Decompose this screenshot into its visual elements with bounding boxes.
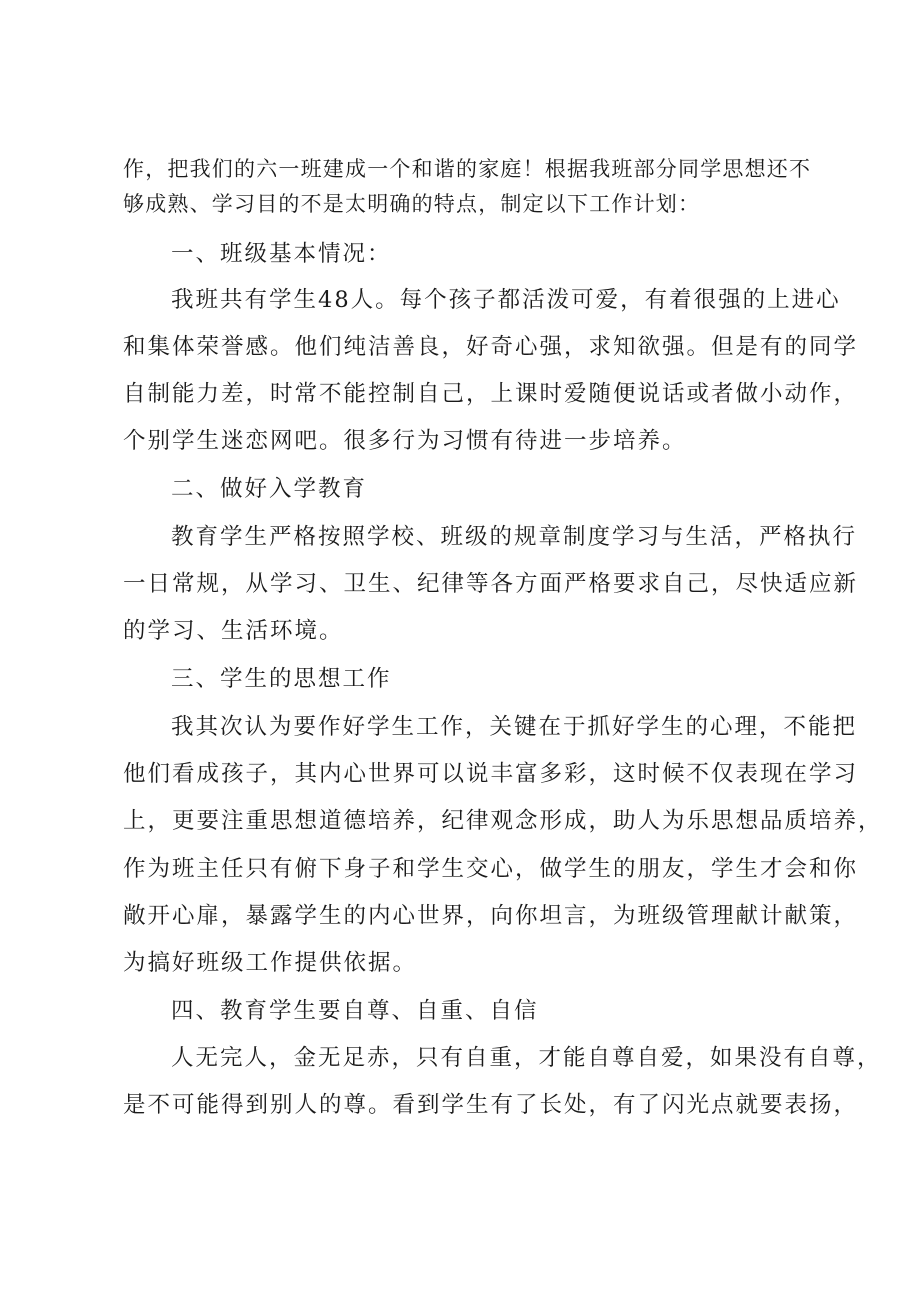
paragraph-line: 教育学生严格按照学校、班级的规章制度学习与生活，严格执行 <box>171 524 858 550</box>
paragraph-line: 我其次认为要作好学生工作，关键在于抓好学生的心理，不能把 <box>171 714 858 740</box>
paragraph-line: 是不可能得到别人的尊。看到学生有了长处，有了闪光点就要表扬， <box>123 1092 859 1118</box>
paragraph-line: 和集体荣誉感。他们纯洁善良，好奇心强，求知欲强。但是有的同学 <box>123 334 859 360</box>
paragraph-line: 个别学生迷恋网吧。很多行为习惯有待进一步培养。 <box>123 428 687 454</box>
paragraph-line: 一日常规，从学习、卫生、纪律等各方面严格要求自己，尽快适应新 <box>123 571 859 597</box>
paragraph-line: 人无完人，金无足赤，只有自重，才能自尊自爱，如果没有自尊， <box>171 1045 882 1071</box>
paragraph-line: 上，更要注重思想道德培养，纪律观念形成，助人为乐思想品质培养， <box>123 808 883 834</box>
paragraph-line: 为搞好班级工作提供依据。 <box>123 950 418 976</box>
paragraph-line: 够成熟、学习目的不是太明确的特点，制定以下工作计划： <box>123 192 701 216</box>
section-heading-4: 四、教育学生要自尊、自重、自信 <box>171 998 539 1024</box>
section-heading-3: 三、学生的思想工作 <box>171 666 392 692</box>
paragraph-line: 作为班主任只有俯下身子和学生交心，做学生的朋友，学生才会和你 <box>123 856 859 882</box>
paragraph-line: 的学习、生活环境。 <box>123 618 344 644</box>
paragraph-line: 作，把我们的六一班建成一个和谐的家庭！根据我班部分同学思想还不 <box>123 157 812 181</box>
section-heading-1: 一、班级基本情况： <box>171 241 392 267</box>
paragraph-line: 他们看成孩子，其内心世界可以说丰富多彩，这时候不仅表现在学习 <box>123 761 859 787</box>
section-heading-2: 二、做好入学教育 <box>171 476 368 502</box>
paragraph-line: 敞开心扉，暴露学生的内心世界，向你坦言，为班级管理献计献策， <box>123 903 859 929</box>
paragraph-line: 自制能力差，时常不能控制自己，上课时爱随便说话或者做小动作， <box>123 381 859 407</box>
paragraph-line: 我班共有学生48人。每个孩子都活泼可爱，有着很强的上进心 <box>171 287 841 313</box>
